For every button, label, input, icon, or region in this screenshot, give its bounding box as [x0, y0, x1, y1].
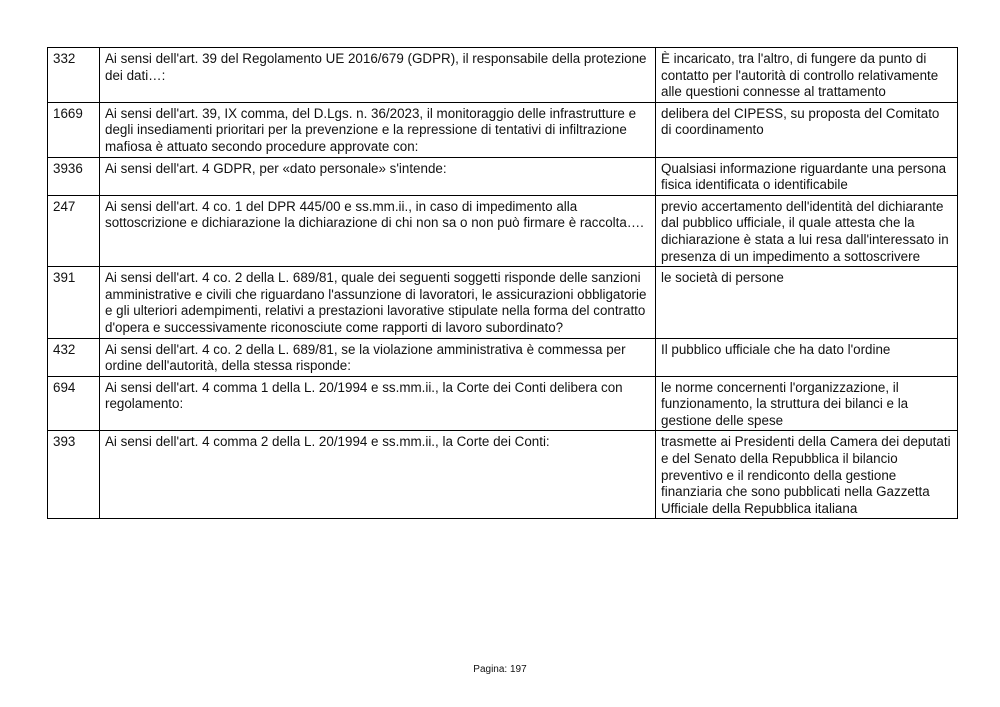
answer-text: delibera del CIPESS, su proposta del Comitato di coordinamento	[656, 102, 958, 157]
question-text: Ai sensi dell'art. 39, IX comma, del D.Lgs. n. 36/2023, il monitoraggio delle infrastrutture e degli insediamenti prioritari per la prevenzione e la repressione di tentativi di infiltrazione mafiosa è attuato secondo procedure approvate con:	[100, 102, 656, 157]
table-row	[48, 338, 958, 376]
question-text: Ai sensi dell'art. 4 co. 1 del DPR 445/00 e ss.mm.ii., in caso di impedimento alla sottoscrizione e dichiarazione la dichiarazione di chi non sa o non può firmare è raccolta….	[100, 195, 656, 266]
question-id: 393	[48, 431, 100, 519]
questions-table	[47, 47, 958, 519]
question-text: Ai sensi dell'art. 4 co. 2 della L. 689/81, quale dei seguenti soggetti risponde delle sanzioni amministrative e civili che riguardano l'assunzione di lavoratori, le assicurazioni obbligatorie e gli ulteriori adempimenti, relativi a prestazioni lavorative stipulate nella forma del contratto d'opera e successivamente riconosciute come rapporti di lavoro subordinato?	[100, 267, 656, 338]
question-id: 432	[48, 338, 100, 376]
question-text: Ai sensi dell'art. 4 comma 1 della L. 20/1994 e ss.mm.ii., la Corte dei Conti delibera con regolamento:	[100, 376, 656, 431]
answer-text: trasmette ai Presidenti della Camera dei deputati e del Senato della Repubblica il bilancio preventivo e il rendiconto della gestione finanziaria che sono pubblicati nella Gazzetta Ufficiale della Repubblica italiana	[656, 431, 958, 519]
answer-text: previo accertamento dell'identità del dichiarante dal pubblico ufficiale, il quale attesta che la dichiarazione è stata a lui resa dall'interessato in presenza di un impedimento a sottoscrivere	[656, 195, 958, 266]
table-row	[48, 267, 958, 338]
answer-text: Qualsiasi informazione riguardante una persona fisica identificata o identificabile	[656, 157, 958, 195]
question-id: 1669	[48, 102, 100, 157]
answer-text: È incaricato, tra l'altro, di fungere da punto di contatto per l'autorità di controllo relativamente alle questioni connesse al trattamento	[656, 48, 958, 103]
question-id: 391	[48, 267, 100, 338]
question-text: Ai sensi dell'art. 39 del Regolamento UE 2016/679 (GDPR), il responsabile della protezione dei dati…:	[100, 48, 656, 103]
table-row	[48, 48, 958, 103]
table-row	[48, 102, 958, 157]
question-id: 694	[48, 376, 100, 431]
table-row	[48, 195, 958, 266]
question-text: Ai sensi dell'art. 4 comma 2 della L. 20/1994 e ss.mm.ii., la Corte dei Conti:	[100, 431, 656, 519]
question-id: 332	[48, 48, 100, 103]
table-row	[48, 376, 958, 431]
table-row	[48, 431, 958, 519]
answer-text: le norme concernenti l'organizzazione, il funzionamento, la struttura dei bilanci e la gestione delle spese	[656, 376, 958, 431]
answer-text: Il pubblico ufficiale che ha dato l'ordine	[656, 338, 958, 376]
page-number: Pagina: 197	[473, 664, 527, 675]
question-text: Ai sensi dell'art. 4 GDPR, per «dato personale» s'intende:	[100, 157, 656, 195]
table-row	[48, 157, 958, 195]
question-id: 247	[48, 195, 100, 266]
answer-text: le società di persone	[656, 267, 958, 338]
question-id: 3936	[48, 157, 100, 195]
question-text: Ai sensi dell'art. 4 co. 2 della L. 689/81, se la violazione amministrativa è commessa per ordine dell'autorità, della stessa risponde:	[100, 338, 656, 376]
